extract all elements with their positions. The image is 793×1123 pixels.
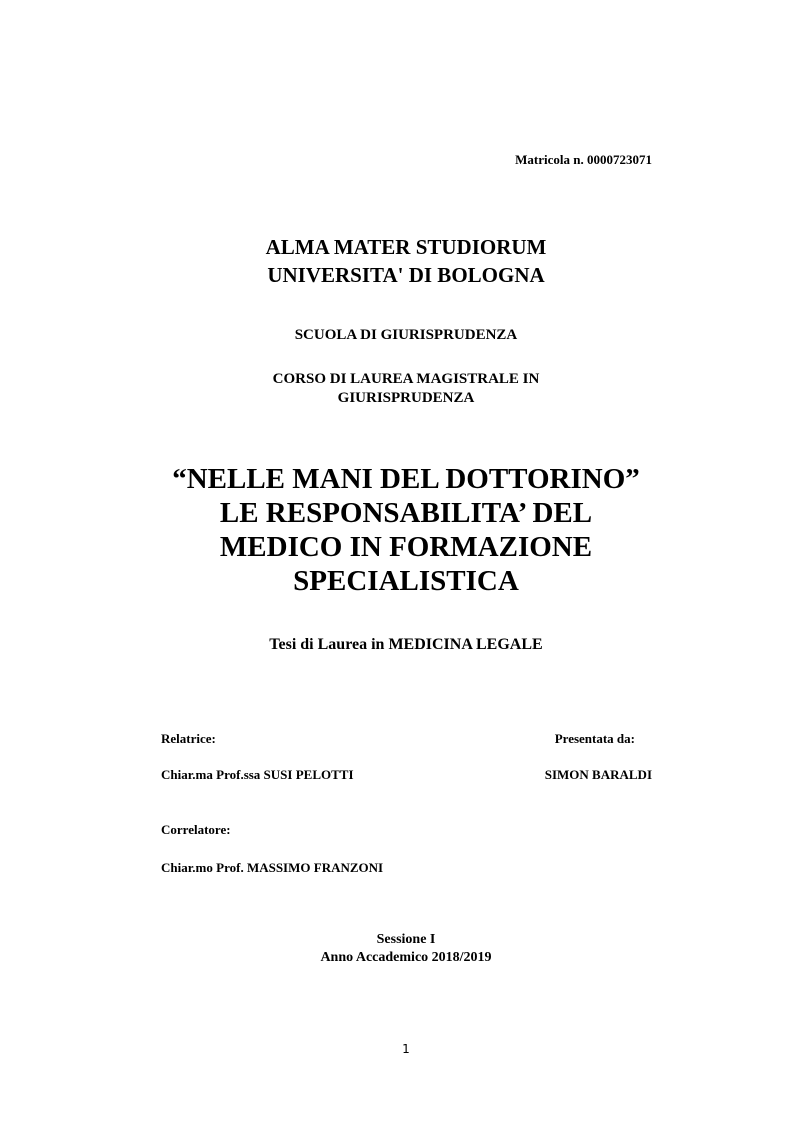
thesis-title <box>0 462 793 598</box>
thesis-title-line-1: “NELLE MANI DEL DOTTORINO” <box>172 463 640 495</box>
course-name <box>0 370 793 408</box>
course-name-line-1: CORSO DI LAUREA MAGISTRALE IN <box>272 371 540 387</box>
university-name-line-2: UNIVERSITA' DI BOLOGNA <box>267 263 545 287</box>
university-name <box>0 233 793 289</box>
thesis-title-line-4: SPECIALISTICA <box>293 565 519 597</box>
page-number: 1 <box>402 1042 410 1056</box>
university-name-line-1: ALMA MATER STUDIORUM <box>265 235 547 259</box>
co-supervisor-name: Chiar.mo Prof. MASSIMO FRANZONI <box>161 860 384 875</box>
presenter-label: Presentata da: <box>554 731 635 746</box>
matricola-number: Matricola n. 0000723071 <box>515 152 652 167</box>
presenter-name: SIMON BARALDI <box>544 767 652 782</box>
school-name: SCUOLA DI GIURISPRUDENZA <box>294 327 518 343</box>
thesis-title-line-2: LE RESPONSABILITA’ DEL <box>219 497 593 529</box>
academic-year-line: Anno Accademico 2018/2019 <box>320 950 492 965</box>
thesis-subject: Tesi di Laurea in MEDICINA LEGALE <box>269 636 543 653</box>
supervisor-name: Chiar.ma Prof.ssa SUSI PELOTTI <box>161 767 354 782</box>
session-info <box>0 931 793 967</box>
co-supervisor-label: Correlatore: <box>161 822 231 837</box>
session-line: Sessione I <box>376 932 436 947</box>
course-name-line-2: GIURISPRUDENZA <box>337 390 475 406</box>
supervisor-label: Relatrice: <box>161 731 216 746</box>
thesis-title-line-3: MEDICO IN FORMAZIONE <box>219 531 593 563</box>
